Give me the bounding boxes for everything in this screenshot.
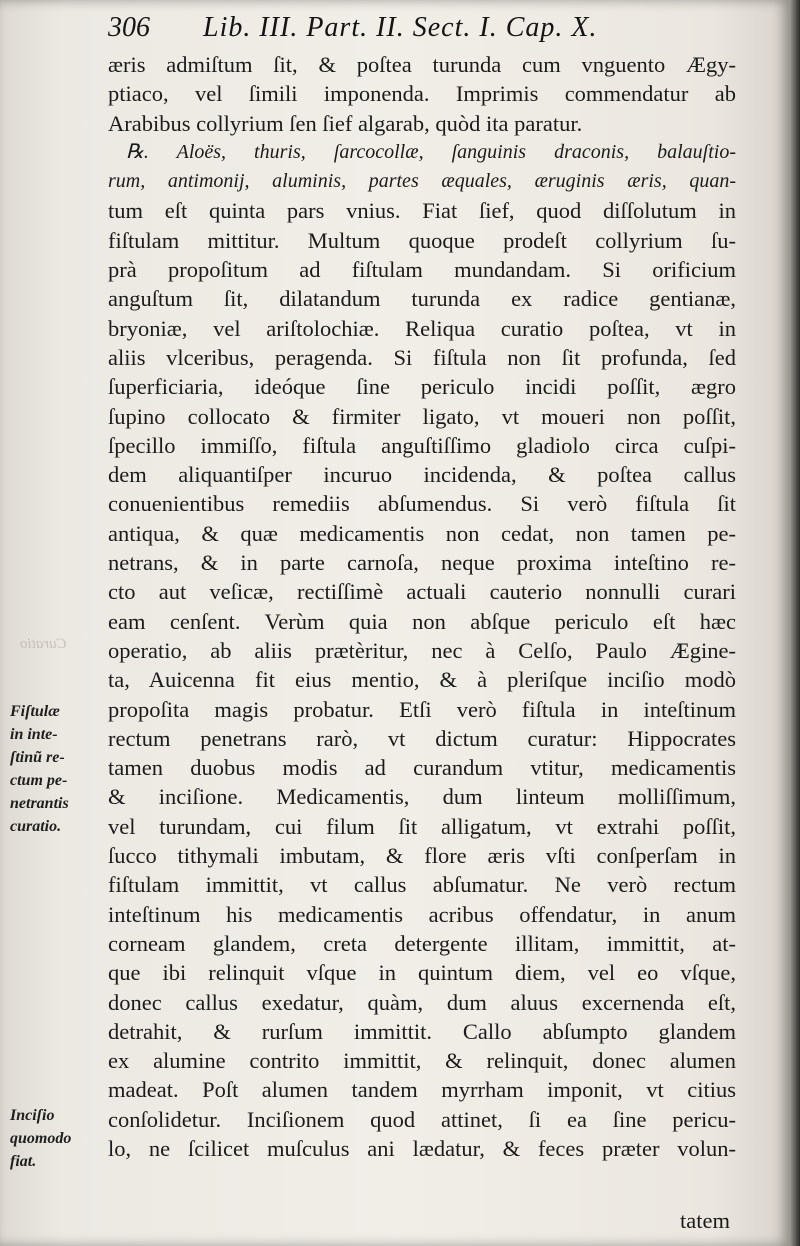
text-line: vel turundam, cui filum ſit alligatum, vt extrahi poſſit, <box>108 813 736 839</box>
text-line: tamen duobus modis ad curandum vtitur, medicamentis <box>108 755 736 781</box>
text-line: que ibi relinquit vſque in quintum diem, vel eo vſque, <box>108 960 736 986</box>
margin-note-line: netrantis <box>10 795 69 812</box>
recipe-line: rum, antimonij, aluminis, partes æquales, æruginis æris, quan- <box>108 170 736 193</box>
text-line: prà propoſitum ad fiſtulam mundandam. Si orificium <box>108 257 736 283</box>
text-line: ptiaco, vel ſimili imponenda. Imprimis commendatur ab <box>108 81 736 107</box>
text-line: corneam glandem, creta detergente illitam, immittit, at- <box>108 930 736 956</box>
recipe-line: ℞. Aloës, thuris, ſarcocollæ, ſanguinis draconis, balauſtio- <box>126 140 736 163</box>
text-line: ta, Auicenna fit eius mentio, & à pleriſque inciſio modò <box>108 667 736 693</box>
text-line: netrans, & in parte carnoſa, neque proxima inteſtino re- <box>108 550 736 576</box>
text-line: aliis vlceribus, peragenda. Si fiſtula non ſit profunda, ſed <box>108 344 736 370</box>
page-header <box>108 12 758 48</box>
bleed-through-text: Curatio <box>20 636 67 652</box>
text-line: & inciſione. Medicamentis, dum linteum molliſſimum, <box>108 784 736 810</box>
text-line: bryoniæ, vel ariſtolochiæ. Reliqua curatio poſtea, vt in <box>108 315 736 341</box>
text-line: fiſtulam immittit, vt callus abſumatur. Ne verò rectum <box>108 872 736 898</box>
text-line: lo, ne ſcilicet muſculus ani lædatur, & feces præter volun- <box>108 1135 736 1161</box>
margin-note-line: ſtinũ re- <box>10 749 65 766</box>
page-edge-shadow <box>790 0 800 1246</box>
text-line: ſupino collocato & firmiter ligato, vt moueri non poſſit, <box>108 403 736 429</box>
margin-note-line: quomodo <box>10 1130 72 1147</box>
margin-note-line: in inte- <box>10 726 58 743</box>
text-line: conuenientibus remediis abſumendus. Si verò fiſtula ſit <box>108 491 736 517</box>
text-line: rectum penetrans rarò, vt dictum curatur: Hippocrates <box>108 725 736 751</box>
text-line: cto aut veſicæ, rectiſſimè actuali cauterio nonnulli curari <box>108 579 736 605</box>
text-line: anguſtum ſit, dilatandum turunda ex radice gentianæ, <box>108 286 736 312</box>
margin-note-line: Fiſtulæ <box>10 703 60 720</box>
text-line: inteſtinum his medicamentis acribus offendatur, in anum <box>108 901 736 927</box>
text-line: ſucco tithymali imbutam, & flore æris vſti conſperſam in <box>108 843 736 869</box>
page-number: 306 <box>108 12 150 43</box>
body-text <box>108 50 736 1163</box>
text-line: Arabibus collyrium ſen ſief algarab, quòd ita paratur. <box>108 110 583 136</box>
margin-note-line: ctum pe- <box>10 772 68 789</box>
text-line: madeat. Poſt alumen tandem myrrham imponit, vt citius <box>108 1077 736 1103</box>
text-line: fiſtulam mittitur. Multum quoque prodeſt collyrium ſu- <box>108 227 736 253</box>
text-line: operatio, ab aliis prætèritur, nec à Celſo, Paulo Ægine- <box>108 637 736 663</box>
text-line: eam cenſent. Verùm quia non abſque periculo eſt hæc <box>108 608 736 634</box>
text-line: ſuperficiaria, ideóque ſine periculo incidi poſſit, ægro <box>108 374 736 400</box>
text-line: ex alumine contrito immittit, & relinquit, donec alumen <box>108 1048 736 1074</box>
text-line: propoſita magis probatur. Etſi verò fiſtula in inteſtinum <box>108 696 736 722</box>
catchword: tatem <box>680 1208 730 1233</box>
text-line: donec callus exedatur, quàm, dum aluus excernenda eſt, <box>108 989 736 1015</box>
text-line: detrahit, & rurſum immittit. Callo abſumpto glandem <box>108 1018 736 1044</box>
margin-note-incisio <box>10 1104 71 1173</box>
text-line: antiqua, & quæ medicamentis non cedat, non tamen pe- <box>108 520 736 546</box>
margin-note-fistula-curatio <box>10 700 69 838</box>
text-line: conſolidetur. Inciſionem quod attinet, ſi ea ſine pericu- <box>108 1106 736 1132</box>
text-line: tum eſt quinta pars vnius. Fiat ſief, quod diſſolutum in <box>108 198 736 224</box>
text-line: dem aliquantiſper incuruo incidenda, & poſtea callus <box>108 462 736 488</box>
text-line: ſpecillo immiſſo, fiſtula anguſtiſſimo gladiolo circa cuſpi- <box>108 432 736 458</box>
text-line: æris admiſtum ſit, & poſtea turunda cum vnguento Ægy- <box>108 52 736 77</box>
margin-note-line: Inciſio <box>10 1107 55 1124</box>
margin-note-line: curatio. <box>10 818 62 835</box>
running-head: Lib. III. Part. II. Sect. I. Cap. X. <box>203 12 598 43</box>
margin-note-line: fiat. <box>10 1153 37 1170</box>
